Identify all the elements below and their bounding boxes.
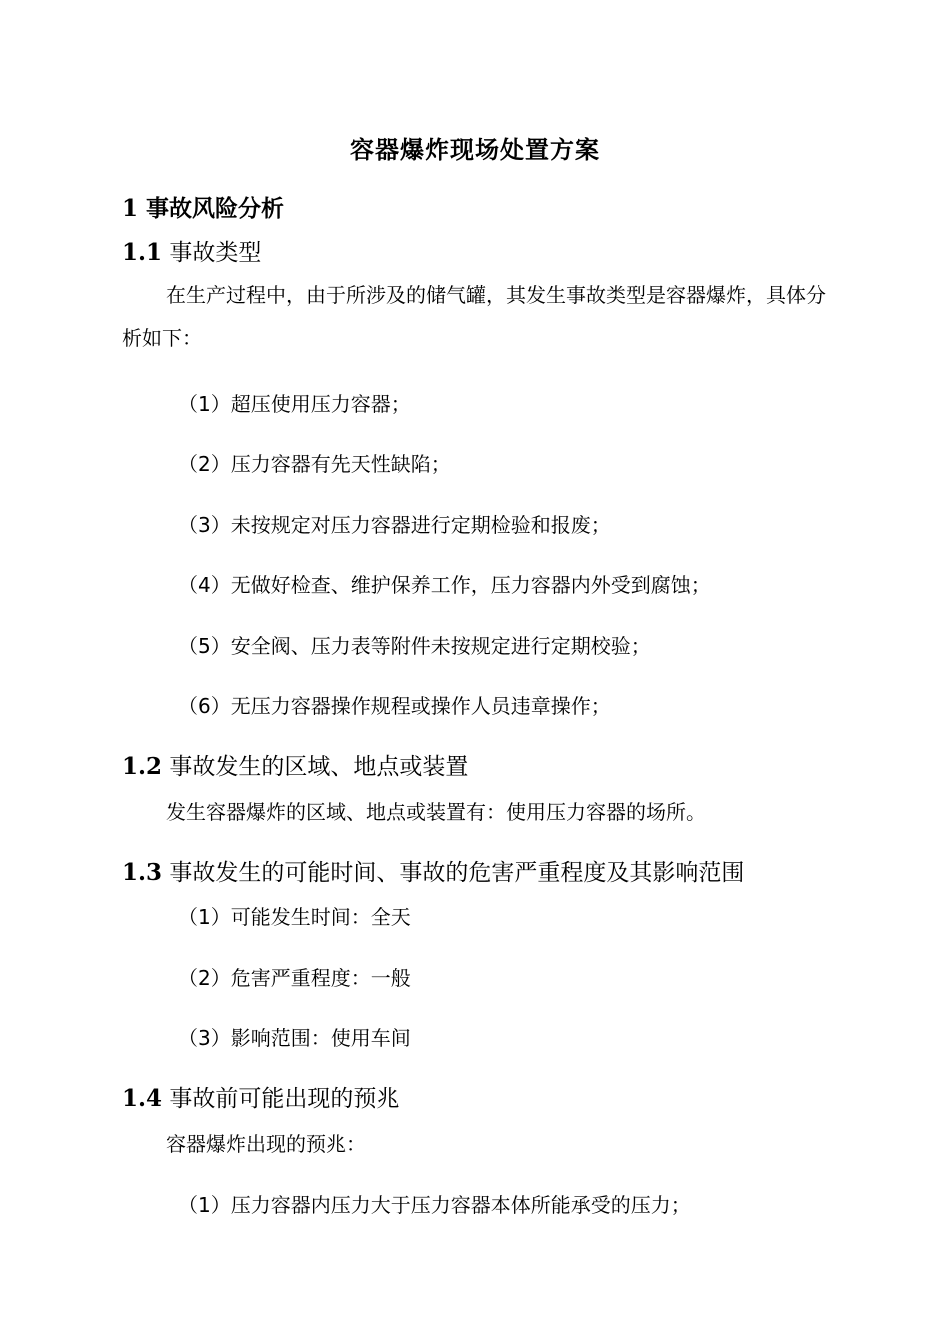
list-item: （2）压力容器有先天性缺陷； [178,452,451,476]
document-title: 容器爆炸现场处置方案 [350,135,600,164]
list-item: （1）可能发生时间：全天 [178,905,411,929]
paragraph-accident-area: 发生容器爆炸的区域、地点或装置有：使用压力容器的场所。 [166,800,706,824]
paragraph-accident-type: 在生产过程中，由于所涉及的储气罐，其发生事故类型是容器爆炸，具体分析如下： [122,283,826,350]
section-heading-text: 事故发生的可能时间、事故的危害严重程度及其影响范围 [169,860,745,886]
list-item: （1）超压使用压力容器； [178,392,411,416]
section-heading-text: 事故前可能出现的预兆 [169,1086,400,1112]
list-item: （2）危害严重程度：一般 [178,966,411,990]
list-item: （3）未按规定对压力容器进行定期检验和报废； [178,513,611,537]
list-item: （5）安全阀、压力表等附件未按规定进行定期校验； [178,634,651,658]
list-item: （4）无做好检查、维护保养工作，压力容器内外受到腐蚀； [178,573,711,597]
section-heading-1: 1 事故风险分析 [122,195,285,222]
section-heading-1-1 [122,234,261,267]
list-item: （3）影响范围：使用车间 [178,1026,411,1050]
section-number: 1.2 [122,753,163,780]
section-heading-text: 事故发生的区域、地点或装置 [169,754,469,780]
list-item: （6）无压力容器操作规程或操作人员违章操作； [178,694,611,718]
section-number: 1.1 [122,239,163,266]
section-heading-1-3 [122,854,744,887]
section-heading-text: 事故类型 [169,240,262,266]
list-item: （1）压力容器内压力大于压力容器本体所能承受的压力； [178,1193,691,1217]
section-number: 1.3 [122,859,163,886]
section-heading-1-4 [122,1080,399,1113]
paragraph-precursors: 容器爆炸出现的预兆： [166,1132,366,1156]
section-number: 1.4 [122,1085,163,1112]
section-heading-1-2 [122,748,468,781]
